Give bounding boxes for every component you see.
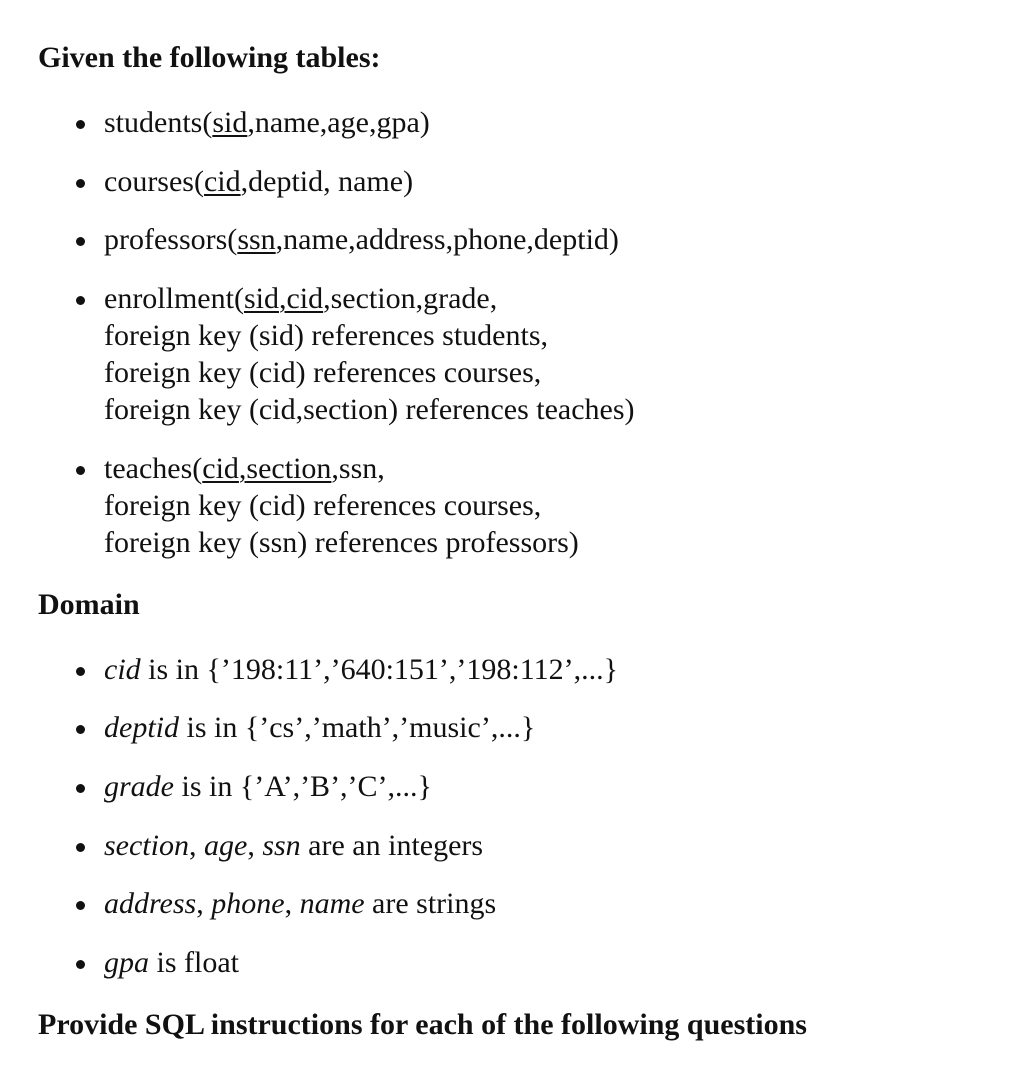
primary-key: cid (203, 165, 241, 198)
domain-term: grade (104, 770, 174, 803)
attributes: ,ssn, (331, 452, 385, 485)
primary-key: section (246, 452, 332, 485)
separator: , (247, 829, 263, 862)
domain-grade (104, 768, 432, 805)
domain-deptid (104, 709, 535, 746)
bullet-icon (76, 725, 85, 734)
domain-cid (104, 651, 618, 688)
primary-key: sid (243, 282, 279, 315)
table-courses (104, 163, 413, 200)
bullet-icon (76, 784, 85, 793)
domain-term: section (104, 829, 189, 862)
heading-provide-sql: Provide SQL instructions for each of the following questions (38, 1008, 807, 1041)
teaches-header (104, 450, 579, 487)
separator: , (196, 887, 212, 920)
table-students (104, 104, 430, 141)
separator: , (284, 887, 300, 920)
bullet-icon (76, 901, 85, 910)
bullet-icon (76, 179, 85, 188)
domain-term: address (104, 887, 197, 920)
enrollment-header (104, 280, 635, 317)
foreign-key: foreign key (cid) references courses, (104, 356, 542, 389)
foreign-key: foreign key (cid,section) references teaches) (104, 393, 635, 426)
domain-description: are strings (364, 887, 497, 920)
domain-strings (104, 885, 496, 922)
foreign-key: foreign key (sid) references students, (104, 319, 548, 352)
heading-given-tables: Given the following tables: (38, 41, 381, 74)
bullet-icon (76, 237, 85, 246)
attributes: ,name,address,phone,deptid) (275, 223, 619, 256)
key-separator: , (278, 282, 287, 315)
bullet-icon (76, 296, 85, 305)
domain-description: are an integers (300, 829, 484, 862)
domain-term: deptid (104, 711, 179, 744)
domain-term: cid (104, 653, 141, 686)
bullet-icon (76, 120, 85, 129)
table-name: students( (104, 106, 213, 139)
bullet-icon (76, 960, 85, 969)
domain-description: is in {’cs’,’math’,’music’,...} (179, 711, 536, 744)
table-professors (104, 221, 619, 258)
domain-term: phone (211, 887, 285, 920)
bullet-icon (76, 843, 85, 852)
attributes: ,name,age,gpa) (247, 106, 430, 139)
table-name: teaches( (104, 452, 203, 485)
domain-term: name (299, 887, 365, 920)
attributes: ,deptid, name) (240, 165, 414, 198)
bullet-icon (76, 667, 85, 676)
attributes: ,section,grade, (323, 282, 498, 315)
heading-domain: Domain (38, 588, 140, 621)
domain-integers (104, 827, 483, 864)
table-teaches (104, 450, 579, 561)
foreign-key: foreign key (ssn) references professors) (104, 526, 579, 559)
domain-term: age (203, 829, 248, 862)
separator: , (188, 829, 204, 862)
primary-key: cid (286, 282, 324, 315)
primary-key: cid (202, 452, 239, 485)
domain-description: is in {’A’,’B’,’C’,...} (174, 770, 432, 803)
domain-gpa (104, 944, 239, 981)
domain-description: is float (149, 946, 239, 979)
domain-term: gpa (104, 946, 149, 979)
primary-key: sid (212, 106, 248, 139)
domain-description: is in {’198:11’,’640:151’,’198:112’,...} (140, 653, 619, 686)
table-name: enrollment( (104, 282, 244, 315)
key-separator: , (238, 452, 247, 485)
table-enrollment (104, 280, 635, 428)
domain-term: ssn (262, 829, 301, 862)
bullet-icon (76, 466, 85, 475)
primary-key: ssn (237, 223, 276, 256)
foreign-key: foreign key (cid) references courses, (104, 489, 542, 522)
table-name: professors( (104, 223, 238, 256)
table-name: courses( (104, 165, 204, 198)
